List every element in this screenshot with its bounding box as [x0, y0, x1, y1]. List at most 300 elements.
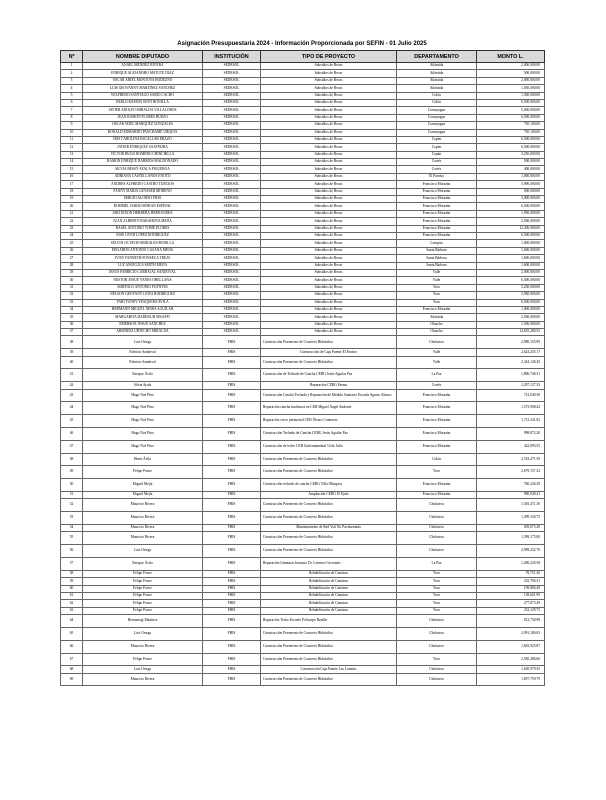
- cell-tipo: Subsidios de Becas: [261, 225, 397, 232]
- cell-institucion: FHIS: [203, 349, 261, 356]
- cell-institucion: SEDESOL: [203, 107, 261, 114]
- cell-monto: 1,206,243.58: [477, 557, 545, 570]
- cell-departamento: Francisco Morazán: [397, 225, 477, 232]
- cell-institucion: SEDESOL: [203, 114, 261, 121]
- cell-tipo: Construcción Pavimento de Concreto Hidráulico: [261, 466, 397, 479]
- cell-diputado: ARMINDA URTECHO MIRALDA: [83, 329, 203, 336]
- table-row: [61, 188, 545, 195]
- cell-departamento: Francisco Morazán: [397, 210, 477, 217]
- cell-monto: 12,200,000.00: [477, 225, 545, 232]
- cell-number: 53: [61, 512, 83, 525]
- cell-number: 13: [61, 151, 83, 158]
- cell-institucion: FHIS: [203, 402, 261, 415]
- cell-tipo: Rehabilitación de Caminos: [261, 607, 397, 614]
- table-row: [61, 85, 545, 92]
- cell-institucion: SEDESOL: [203, 269, 261, 276]
- cell-monto: 6,500,000.00: [477, 277, 545, 284]
- cell-tipo: Subsidios de Becas: [261, 321, 397, 328]
- cell-tipo: Subsidios de Becas: [261, 63, 397, 70]
- cell-number: 23: [61, 225, 83, 232]
- cell-tipo: Construcción de Techado de Cancha CEBG Jesús Aguilar Paz: [261, 369, 397, 382]
- cell-monto: 277,873.49: [477, 600, 545, 607]
- cell-number: 8: [61, 114, 83, 121]
- cell-tipo: Subsidios de Becas: [261, 122, 397, 129]
- cell-institucion: FHIS: [203, 492, 261, 499]
- cell-departamento: Francisco Morazán: [397, 415, 477, 428]
- cell-institucion: SEDESOL: [203, 210, 261, 217]
- cell-institucion: SEDESOL: [203, 63, 261, 70]
- cell-institucion: SEDESOL: [203, 173, 261, 180]
- cell-diputado: EMERSON JOSUE SANCHEZ: [83, 321, 203, 328]
- cell-tipo: Subsidios de Becas: [261, 99, 397, 106]
- cell-institucion: FHIS: [203, 640, 261, 653]
- cell-departamento: Colón: [397, 453, 477, 466]
- cell-tipo: Subsidios de Becas: [261, 196, 397, 203]
- cell-monto: 714,040.38: [477, 389, 545, 402]
- cell-diputado: Mauricio Rivera: [83, 640, 203, 653]
- cell-number: 17: [61, 181, 83, 188]
- cell-number: 18: [61, 188, 83, 195]
- cell-institucion: SEDESOL: [203, 299, 261, 306]
- cell-monto: 3,000,000.00: [477, 196, 545, 203]
- cell-departamento: Choluteca: [397, 532, 477, 545]
- cell-departamento: Choluteca: [397, 336, 477, 349]
- cell-number: 21: [61, 210, 83, 217]
- cell-number: 43: [61, 389, 83, 402]
- cell-institucion: SEDESOL: [203, 166, 261, 173]
- cell-number: 11: [61, 136, 83, 143]
- cell-number: 57: [61, 557, 83, 570]
- cell-departamento: Cortés: [397, 382, 477, 389]
- table-row: [61, 615, 545, 628]
- cell-number: 69: [61, 673, 83, 686]
- table-row: [61, 196, 545, 203]
- cell-number: 45: [61, 415, 83, 428]
- cell-number: 47: [61, 440, 83, 453]
- cell-tipo: Construcción Pavimento de Concreto Hidráulico: [261, 532, 397, 545]
- cell-monto: 1,600,000.00: [477, 247, 545, 254]
- cell-monto: 2,297,127.35: [477, 382, 545, 389]
- cell-diputado: Hugo Noé Pino: [83, 415, 203, 428]
- cell-tipo: Subsidios de Becas: [261, 203, 397, 210]
- table-row: [61, 402, 545, 415]
- cell-institucion: FHIS: [203, 382, 261, 389]
- cell-tipo: Subsidios de Becas: [261, 284, 397, 291]
- cell-monto: 500,000.00: [477, 188, 545, 195]
- cell-institucion: FHIS: [203, 532, 261, 545]
- cell-departamento: Valle: [397, 269, 477, 276]
- cell-tipo: Subsidios de Becas: [261, 107, 397, 114]
- cell-number: 22: [61, 218, 83, 225]
- table-row: [61, 578, 545, 585]
- cell-number: 66: [61, 640, 83, 653]
- cell-diputado: RONALD EDMARDO PANCHAME URQUIA: [83, 129, 203, 136]
- table-row: [61, 166, 545, 173]
- cell-monto: 1,399,330.75: [477, 512, 545, 525]
- cell-institucion: FHIS: [203, 627, 261, 640]
- table-row: [61, 70, 545, 77]
- cell-tipo: Subsidios de Becas: [261, 329, 397, 336]
- cell-monto: 3,990,000.00: [477, 181, 545, 188]
- cell-tipo: Construcción Pavimento de Concreto Hidráulico: [261, 512, 397, 525]
- cell-tipo: Subsidios de Becas: [261, 188, 397, 195]
- cell-diputado: Luis Ortega: [83, 666, 203, 673]
- cell-institucion: SEDESOL: [203, 292, 261, 299]
- cell-monto: 1,500,000.00: [477, 321, 545, 328]
- cell-number: 44: [61, 402, 83, 415]
- cell-diputado: Hugo Noé Pino: [83, 428, 203, 441]
- cell-institucion: FHIS: [203, 479, 261, 492]
- cell-monto: 659,675.28: [477, 524, 545, 531]
- cell-monto: 750,100.00: [477, 129, 545, 136]
- cell-monto: 235,794.31: [477, 578, 545, 585]
- cell-institucion: FHIS: [203, 615, 261, 628]
- cell-diputado: Hugo Noé Pino: [83, 389, 203, 402]
- table-row: [61, 557, 545, 570]
- table-row: [61, 479, 545, 492]
- cell-monto: 2,623,255.17: [477, 349, 545, 356]
- cell-departamento: Yoro: [397, 292, 477, 299]
- cell-tipo: Subsidios de Becas: [261, 77, 397, 84]
- cell-number: 15: [61, 166, 83, 173]
- cell-monto: 3,250,000.00: [477, 151, 545, 158]
- cell-institucion: SEDESOL: [203, 144, 261, 151]
- cell-number: 20: [61, 203, 83, 210]
- cell-diputado: Hugo Noé Pino: [83, 440, 203, 453]
- cell-tipo: Subsidios de Becas: [261, 262, 397, 269]
- cell-monto: 1,050,000.00: [477, 85, 545, 92]
- cell-tipo: Subsidios de Becas: [261, 129, 397, 136]
- cell-departamento: Choluteca: [397, 666, 477, 673]
- cell-number: 10: [61, 129, 83, 136]
- table-row: [61, 203, 545, 210]
- cell-number: 67: [61, 653, 83, 666]
- cell-monto: 2,991,186.63: [477, 627, 545, 640]
- cell-departamento: Francisco Morazán: [397, 479, 477, 492]
- cell-institucion: SEDESOL: [203, 77, 261, 84]
- cell-monto: 500,000.00: [477, 70, 545, 77]
- cell-departamento: Yoro: [397, 585, 477, 592]
- cell-departamento: Choluteca: [397, 512, 477, 525]
- cell-number: 12: [61, 144, 83, 151]
- table-header: [61, 51, 545, 63]
- cell-institucion: SEDESOL: [203, 306, 261, 313]
- cell-number: 40: [61, 356, 83, 369]
- cell-departamento: Francisco Morazán: [397, 232, 477, 239]
- table-row: [61, 306, 545, 313]
- cell-departamento: La Paz: [397, 369, 477, 382]
- cell-diputado: ENRIQUE ALEJANDRO MATUTE DIAZ: [83, 70, 203, 77]
- cell-tipo: Subsidios de Becas: [261, 114, 397, 121]
- cell-number: 56: [61, 545, 83, 558]
- cell-monto: 138,601.99: [477, 592, 545, 599]
- cell-diputado: HERMANN MIGUEL NEIRA AGUILAR: [83, 306, 203, 313]
- cell-number: 52: [61, 499, 83, 512]
- table-row: [61, 314, 545, 321]
- cell-institucion: FHIS: [203, 389, 261, 402]
- cell-diputado: Mauricio Rivera: [83, 524, 203, 531]
- cell-monto: 1,712,341.92: [477, 415, 545, 428]
- cell-departamento: Valle: [397, 356, 477, 369]
- cell-number: 65: [61, 627, 83, 640]
- cell-departamento: Atlántida: [397, 63, 477, 70]
- cell-diputado: Felipe Ponce: [83, 607, 203, 614]
- cell-institucion: FHIS: [203, 453, 261, 466]
- table-row: [61, 151, 545, 158]
- cell-number: 14: [61, 159, 83, 166]
- cell-institucion: FHIS: [203, 356, 261, 369]
- cell-tipo: Construcción de techo CEB Gubernamental 14 de Julio: [261, 440, 397, 453]
- cell-monto: 760,240.38: [477, 479, 545, 492]
- cell-number: 33: [61, 299, 83, 306]
- cell-diputado: Silvia Ayala: [83, 382, 203, 389]
- cell-departamento: Valle: [397, 277, 477, 284]
- cell-tipo: Subsidios de Becas: [261, 314, 397, 321]
- cell-diputado: Henri Ávila: [83, 453, 203, 466]
- cell-tipo: Construcción Pavimento de Concreto Hidráulico: [261, 545, 397, 558]
- cell-monto: 2,990,155.99: [477, 336, 545, 349]
- cell-diputado: Hugo Noé Pino: [83, 402, 203, 415]
- cell-departamento: Francisco Morazán: [397, 428, 477, 441]
- cell-institucion: SEDESOL: [203, 314, 261, 321]
- cell-tipo: Subsidios de Becas: [261, 151, 397, 158]
- cell-diputado: NESTOR JOSUE YANES ORELLANA: [83, 277, 203, 284]
- cell-departamento: Atlántida: [397, 70, 477, 77]
- header-monto: MONTO L.: [477, 51, 545, 63]
- cell-number: 9: [61, 122, 83, 129]
- cell-institucion: FHIS: [203, 499, 261, 512]
- cell-number: 19: [61, 196, 83, 203]
- table-row: [61, 107, 545, 114]
- cell-diputado: SERGIO ALONSO FIDO: [83, 196, 203, 203]
- header-diputado: NOMBRE DIPUTADO: [83, 51, 203, 63]
- cell-institucion: SEDESOL: [203, 70, 261, 77]
- cell-monto: 1,697,759.79: [477, 673, 545, 686]
- cell-tipo: Subsidios de Becas: [261, 232, 397, 239]
- table-row: [61, 600, 545, 607]
- cell-diputado: ADRIANA CASTELLANOS ENOTO: [83, 173, 203, 180]
- cell-number: 42: [61, 382, 83, 389]
- cell-diputado: Miguel Mejía: [83, 479, 203, 492]
- cell-institucion: FHIS: [203, 607, 261, 614]
- cell-diputado: FANNY MARIA GEVASER MORENO: [83, 188, 203, 195]
- cell-diputado: SILVIA BESSY AYALA FIGUEROA: [83, 166, 203, 173]
- cell-diputado: Mauricio Rivera: [83, 532, 203, 545]
- table-row: [61, 277, 545, 284]
- cell-tipo: Construcción Pavimento de Concreto Hidráulico: [261, 673, 397, 686]
- table-row: [61, 349, 545, 356]
- table-row: [61, 389, 545, 402]
- cell-diputado: Luis Ortega: [83, 336, 203, 349]
- cell-institucion: FHIS: [203, 466, 261, 479]
- cell-number: 39: [61, 349, 83, 356]
- cell-departamento: Yoro: [397, 578, 477, 585]
- cell-diputado: JUAN RAMON FLORES BUEZO: [83, 114, 203, 121]
- cell-tipo: Subsidios de Becas: [261, 210, 397, 217]
- cell-diputado: NELSON GEOVANY LEIVA RODRIGUEZ: [83, 292, 203, 299]
- cell-tipo: Subsidios de Becas: [261, 240, 397, 247]
- cell-monto: 1,600,000.00: [477, 255, 545, 262]
- cell-departamento: Yoro: [397, 653, 477, 666]
- cell-tipo: Subsidios de Becas: [261, 70, 397, 77]
- cell-departamento: Yoro: [397, 592, 477, 599]
- table-row: [61, 159, 545, 166]
- cell-departamento: Yoro: [397, 570, 477, 577]
- cell-tipo: Subsidios de Becas: [261, 269, 397, 276]
- cell-monto: 3,250,000.00: [477, 284, 545, 291]
- cell-monto: 2,679,157.32: [477, 466, 545, 479]
- cell-diputado: Felipe Ponce: [83, 592, 203, 599]
- cell-departamento: Olancho: [397, 321, 477, 328]
- table-row: [61, 532, 545, 545]
- table-row: [61, 607, 545, 614]
- cell-tipo: Construcción Pavimento de Concreto Hidráulico: [261, 653, 397, 666]
- cell-monto: 6,500,000.00: [477, 299, 545, 306]
- cell-monto: 750,100.00: [477, 122, 545, 129]
- cell-departamento: Cortés: [397, 166, 477, 173]
- cell-diputado: PABLO RAMON SOTO BONILLA: [83, 99, 203, 106]
- cell-diputado: JESUS FABRICIO CARBAJAL SANDOVAL: [83, 269, 203, 276]
- cell-tipo: Construcción Pavimento de Concreto Hidráulico: [261, 336, 397, 349]
- table-row: [61, 440, 545, 453]
- cell-diputado: Mauricio Rivera: [83, 499, 203, 512]
- cell-tipo: Subsidios de Becas: [261, 144, 397, 151]
- cell-institucion: SEDESOL: [203, 92, 261, 99]
- cell-departamento: Choluteca: [397, 640, 477, 653]
- cell-diputado: Mauricio Rivera: [83, 512, 203, 525]
- cell-departamento: Francisco Morazán: [397, 492, 477, 499]
- cell-number: 62: [61, 600, 83, 607]
- table-row: [61, 122, 545, 129]
- cell-number: 6: [61, 99, 83, 106]
- cell-monto: 2,000,000.00: [477, 269, 545, 276]
- cell-institucion: SEDESOL: [203, 262, 261, 269]
- cell-number: 34: [61, 306, 83, 313]
- cell-number: 63: [61, 607, 83, 614]
- cell-monto: 2,500,000.00: [477, 314, 545, 321]
- cell-tipo: Mantenimiento de Red Vial No Pavimentada: [261, 524, 397, 531]
- cell-institucion: FHIS: [203, 592, 261, 599]
- table-row: [61, 99, 545, 106]
- cell-institucion: SEDESOL: [203, 203, 261, 210]
- cell-diputado: LUIS GEOVANNY MARTINEZ SANCHEZ: [83, 85, 203, 92]
- cell-institucion: FHIS: [203, 415, 261, 428]
- cell-institucion: FHIS: [203, 653, 261, 666]
- cell-tipo: Subsidios de Becas: [261, 166, 397, 173]
- table-row: [61, 262, 545, 269]
- cell-number: 4: [61, 85, 83, 92]
- cell-monto: 232,129.75: [477, 607, 545, 614]
- cell-number: 58: [61, 570, 83, 577]
- cell-institucion: SEDESOL: [203, 329, 261, 336]
- cell-number: 32: [61, 292, 83, 299]
- cell-tipo: Subsidios de Becas: [261, 159, 397, 166]
- cell-institucion: FHIS: [203, 570, 261, 577]
- cell-departamento: Yoro: [397, 607, 477, 614]
- cell-departamento: Francisco Morazán: [397, 188, 477, 195]
- table-row: [61, 225, 545, 232]
- cell-diputado: Enrique Ávila: [83, 557, 203, 570]
- header-departamento: DEPARTAMENTO: [397, 51, 477, 63]
- table-row: [61, 255, 545, 262]
- cell-departamento: Colón: [397, 92, 477, 99]
- table-row: [61, 144, 545, 151]
- cell-departamento: Comayagua: [397, 122, 477, 129]
- cell-monto: 422,093.55: [477, 440, 545, 453]
- cell-institucion: SEDESOL: [203, 151, 261, 158]
- cell-diputado: JUAN ALBERTO BARAHONA MEJÍA: [83, 218, 203, 225]
- cell-institucion: SEDESOL: [203, 240, 261, 247]
- cell-monto: 1,602,925.87: [477, 640, 545, 653]
- cell-tipo: Construcción Pavimento de Concreto Hidráulico: [261, 453, 397, 466]
- cell-departamento: Choluteca: [397, 524, 477, 531]
- cell-diputado: LUZ ANGELICA SMITH MEJIA: [83, 262, 203, 269]
- cell-institucion: FHIS: [203, 585, 261, 592]
- cell-diputado: BARTOLO ANTONIO FUENTES: [83, 284, 203, 291]
- table-row: [61, 63, 545, 70]
- cell-tipo: Subsidios de Becas: [261, 306, 397, 313]
- cell-number: 51: [61, 492, 83, 499]
- table-row: [61, 666, 545, 673]
- cell-monto: 78,751.40: [477, 570, 545, 577]
- cell-monto: 6,500,000.00: [477, 203, 545, 210]
- table-row: [61, 492, 545, 499]
- cell-number: 36: [61, 321, 83, 328]
- cell-monto: 1,000,000.00: [477, 240, 545, 247]
- cell-tipo: Construcción Techado de Cancha CEBG Jesús Aguilar Paz: [261, 428, 397, 441]
- cell-diputado: EDGARDO ANTONIO CASAÑA MEJIA: [83, 247, 203, 254]
- cell-departamento: Copán: [397, 144, 477, 151]
- budget-document: [60, 40, 544, 686]
- cell-departamento: Francisco Morazán: [397, 203, 477, 210]
- cell-departamento: Atlántida: [397, 314, 477, 321]
- cell-tipo: Reparación Techo Escuela Policarpo Bonilla: [261, 615, 397, 628]
- cell-monto: 6,500,000.00: [477, 136, 545, 143]
- cell-institucion: FHIS: [203, 545, 261, 558]
- table-row: [61, 653, 545, 666]
- cell-monto: 813,730.98: [477, 615, 545, 628]
- cell-diputado: JAVIER ENRIQUEZ SAAVEDRA: [83, 144, 203, 151]
- cell-diputado: Fabricio Sandoval: [83, 356, 203, 369]
- cell-departamento: Yoro: [397, 299, 477, 306]
- table-row: [61, 382, 545, 389]
- cell-departamento: Comayagua: [397, 114, 477, 121]
- table-row: [61, 173, 545, 180]
- cell-institucion: SEDESOL: [203, 232, 261, 239]
- cell-institucion: FHIS: [203, 336, 261, 349]
- cell-tipo: Rehabilitación de Caminos: [261, 585, 397, 592]
- cell-number: 55: [61, 532, 83, 545]
- cell-tipo: Construcción Cancha Techada y Reparación de Módulo Sanitario Escuela Agusto Alonzo: [261, 389, 397, 402]
- cell-tipo: Construcción Caja Puente Las Lomitas: [261, 666, 397, 673]
- cell-departamento: Choluteca: [397, 615, 477, 628]
- cell-departamento: Comayagua: [397, 107, 477, 114]
- cell-diputado: SELVIN OCTAVIO MORALES BONILLA: [83, 240, 203, 247]
- cell-number: 41: [61, 369, 83, 382]
- header-institucion: INSTITUCIÓN: [203, 51, 261, 63]
- cell-diputado: Felipe Ponce: [83, 570, 203, 577]
- cell-tipo: Subsidios de Becas: [261, 173, 397, 180]
- cell-departamento: Choluteca: [397, 627, 477, 640]
- cell-departamento: Atlántida: [397, 85, 477, 92]
- cell-institucion: SEDESOL: [203, 255, 261, 262]
- cell-tipo: Rehabilitación de Caminos: [261, 570, 397, 577]
- cell-number: 2: [61, 70, 83, 77]
- cell-tipo: Subsidios de Becas: [261, 247, 397, 254]
- table-row: [61, 240, 545, 247]
- table-row: [61, 545, 545, 558]
- header-number: Nº: [61, 51, 83, 63]
